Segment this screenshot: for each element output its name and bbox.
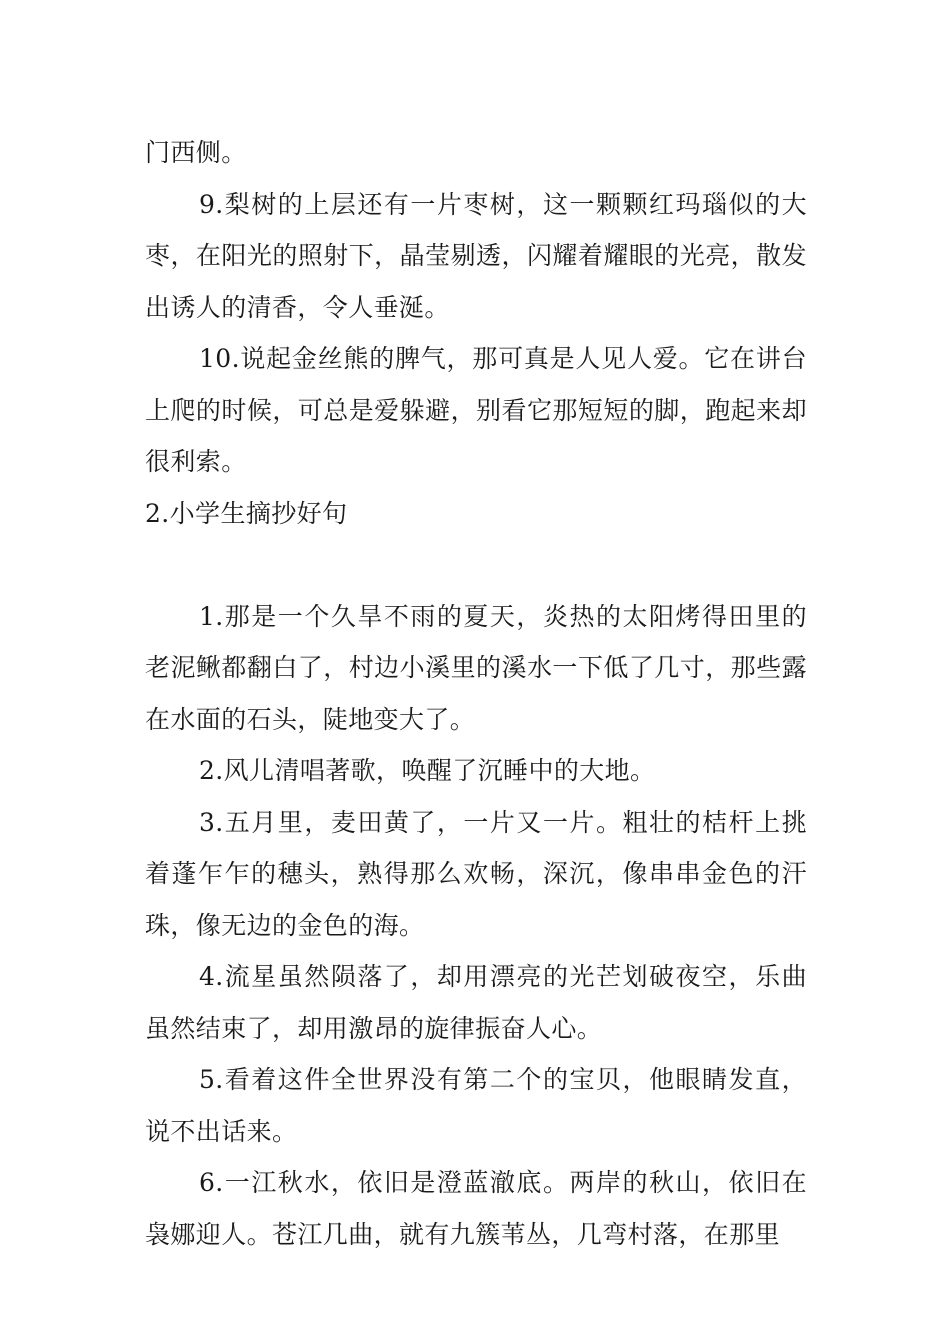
paragraph-item-9: 9.梨树的上层还有一片枣树，这一颗颗红玛瑙似的大枣，在阳光的照射下，晶莹剔透，闪耀着耀眼的光亮，散发出诱人的清香，令人垂涎。 [145,189,807,322]
continuation-text: 门西侧。 [145,138,247,167]
sentence-item-5: 5.看着这件全世界没有第二个的宝贝，他眼睛发直，说不出话来。 [145,1065,807,1146]
section-heading: 2.小学生摘抄好句 [145,498,348,528]
sentence-item-1: 1.那是一个久旱不雨的夏天，炎热的太阳烤得田里的老泥鳅都翻白了，村边小溪里的溪水一下低了几寸，那些露在水面的石头，陡地变大了。 [145,601,807,734]
sentence-item-3: 3.五月里，麦田黄了，一片又一片。粗壮的桔杆上挑着蓬乍乍的穗头，熟得那么欢畅，深沉，像串串金色的汗珠，像无边的金色的海。 [145,807,807,940]
blank-line [145,539,807,591]
sentence-item-2: 2.风儿清唱著歌，唤醒了沉睡中的大地。 [199,756,656,785]
paragraph-item-10: 10.说起金丝熊的脾气，那可真是人见人爱。它在讲台上爬的时候，可总是爱躲避，别看它那短短的脚，跑起来却很利索。 [145,344,807,476]
sentence-item-4: 4.流星虽然陨落了，却用漂亮的光芒划破夜空，乐曲虽然结束了，却用激昂的旋律振奋人心。 [145,962,807,1043]
sentence-item-6: 6.一江秋水，依旧是澄蓝澈底。两岸的秋山，依旧在袅娜迎人。苍江几曲，就有九簇苇丛，几弯村落，在那里 [145,1168,807,1249]
document-body [145,127,807,1260]
